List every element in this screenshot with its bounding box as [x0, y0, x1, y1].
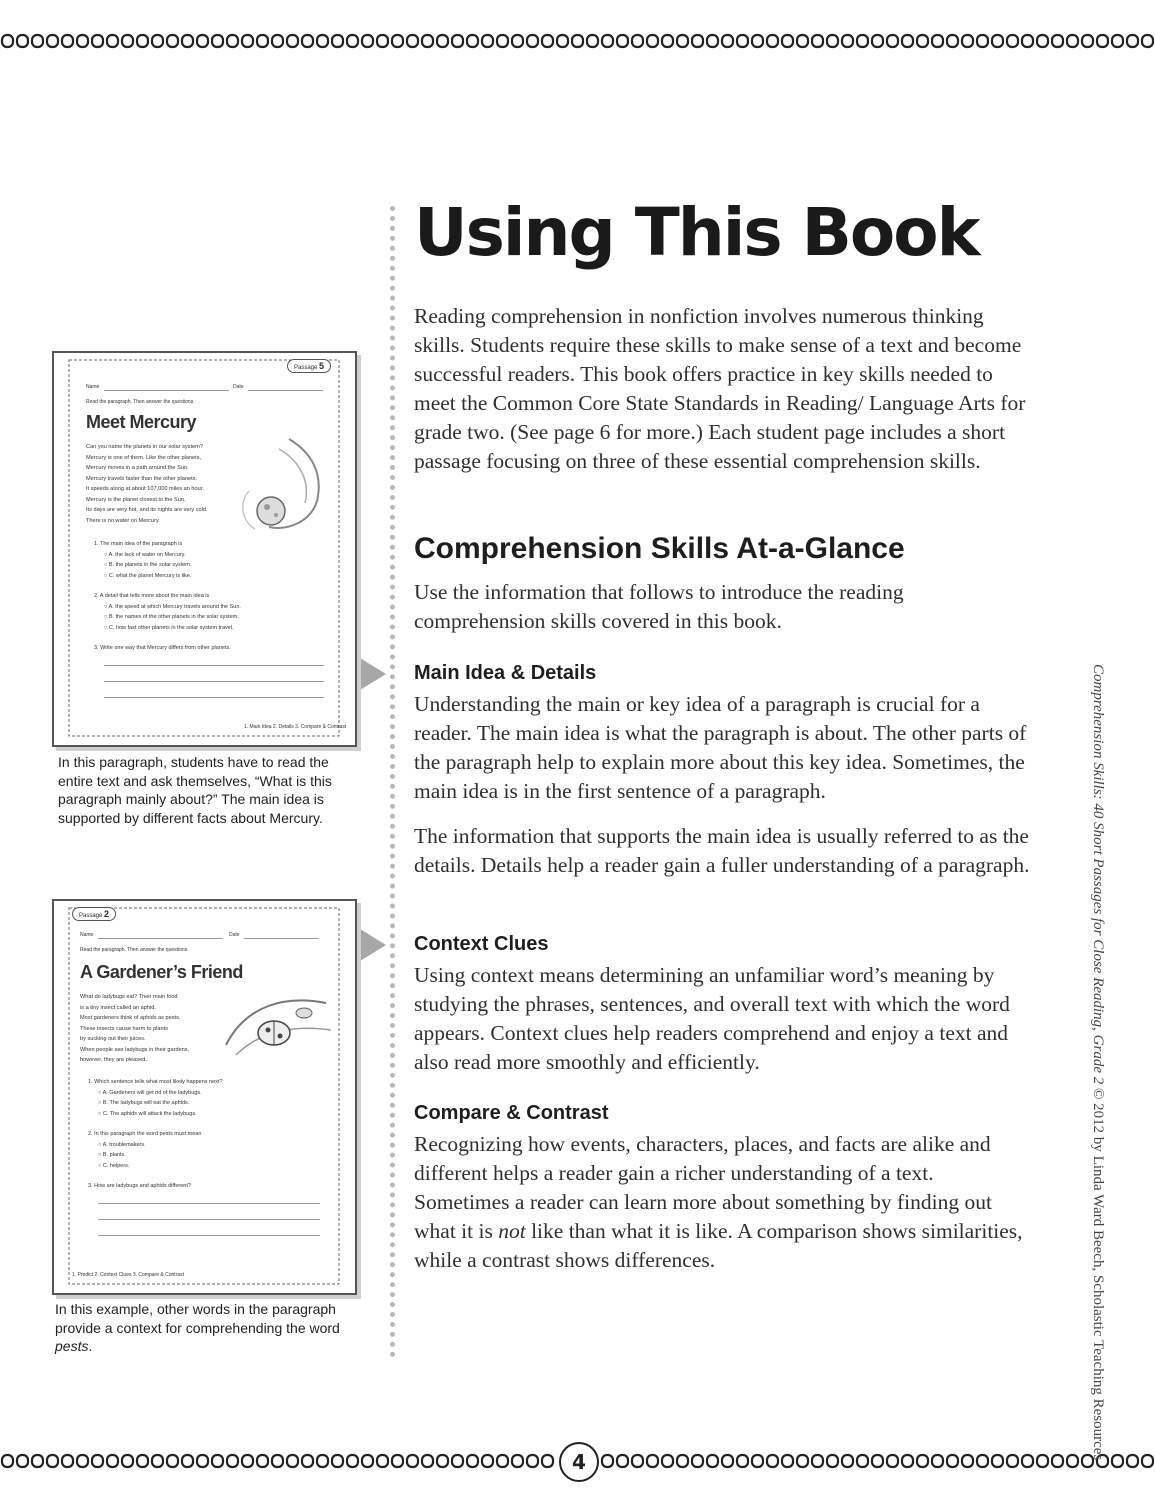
chain-link [167, 1455, 178, 1467]
passage-line: is a tiny insect called an aphid. [80, 1004, 156, 1011]
chain-link [197, 35, 208, 47]
chain-link [962, 1455, 973, 1467]
compare-text-start: Recognizing how events, characters, places, and facts are alike and different helps a reader gain a richer understanding of a text. Sometimes a reader can learn more about something by finding out what it is [414, 1132, 992, 1243]
ladybug-illustration [216, 985, 336, 1065]
passage-line: by sucking out their juices. [80, 1036, 146, 1042]
radio-circle-icon: ○ [104, 624, 108, 631]
chain-link [92, 35, 103, 47]
chain-link [182, 1455, 193, 1467]
chain-link [362, 1455, 373, 1467]
chain-link [482, 1455, 493, 1467]
question: 3. How are ladybugs and aphids different? [88, 1183, 191, 1189]
chain-link [272, 1455, 283, 1467]
skills-heading: Comprehension Skills At-a-Glance [414, 532, 905, 565]
top-chain-border [0, 30, 1155, 52]
chain-link [752, 1455, 763, 1467]
chain-link [1037, 1455, 1048, 1467]
chain-link [497, 1455, 508, 1467]
passage-label: Passage [79, 913, 103, 919]
chain-link [692, 35, 703, 47]
chain-link [272, 35, 283, 47]
radio-circle-icon: ○ [98, 1089, 102, 1096]
chain-link [452, 35, 463, 47]
date-line [244, 938, 319, 939]
thumbnail-title: A Gardener’s Friend [80, 962, 243, 982]
answer-line [98, 1235, 320, 1236]
chain-link [572, 35, 583, 47]
passage-line: however, they are pleased. [80, 1057, 147, 1063]
radio-circle-icon: ○ [98, 1162, 102, 1169]
passage-line: Most gardeners think of aphids as pests. [80, 1015, 181, 1021]
chain-link [992, 1455, 1003, 1467]
answer-line [104, 697, 324, 698]
chain-link [377, 35, 388, 47]
chain-link [812, 35, 823, 47]
caption-gardener [55, 1300, 345, 1356]
answer-line [104, 665, 324, 666]
passage-line: Mercury is one of them. Like the other planets, [86, 454, 202, 461]
main-idea-paragraph-1: Understanding the main or key idea of a paragraph is crucial for a reader. The main idea is what the paragraph is about. The other parts of the paragraph help to explain more about this key idea. Sometimes, the main idea is in the first sentence of a paragraph. [414, 692, 1027, 803]
chain-link [47, 35, 58, 47]
chain-link [647, 35, 658, 47]
chain-link [617, 35, 628, 47]
chain-link [107, 35, 118, 47]
answer-option-label: B. The ladybugs will eat the aphids. [102, 1100, 190, 1106]
chain-link [842, 1455, 853, 1467]
chain-link [77, 35, 88, 47]
chain-link [392, 1455, 403, 1467]
chain-link [1022, 1455, 1033, 1467]
passage-label: Passage [294, 365, 318, 371]
chain-link [257, 1455, 268, 1467]
name-line [104, 390, 229, 391]
chain-link [857, 1455, 868, 1467]
chain-link [107, 1455, 118, 1467]
radio-circle-icon: ○ [104, 572, 108, 579]
chain-link [812, 1455, 823, 1467]
dotted-divider [390, 206, 395, 1358]
chain-link [17, 35, 28, 47]
chain-link [1112, 1455, 1123, 1467]
chain-link [887, 1455, 898, 1467]
chain-link [767, 1455, 778, 1467]
passage-number: 2 [104, 909, 110, 919]
question-block [94, 539, 324, 654]
name-label: Name [80, 932, 94, 938]
chain-link [647, 1455, 658, 1467]
answer-line [98, 1219, 320, 1220]
chain-link [1007, 35, 1018, 47]
answer-option[interactable] [88, 1161, 324, 1172]
date-label: Date [233, 384, 244, 390]
sample-page-gardeners-friend [52, 899, 357, 1295]
chain-link [152, 35, 163, 47]
chain-link [842, 35, 853, 47]
chain-link [1097, 35, 1108, 47]
date-label: Date [229, 932, 240, 938]
question: 1. The main idea of the paragraph is [94, 541, 183, 547]
chain-link [782, 35, 793, 47]
skills-intro-paragraph: Use the information that follows to introduce the reading comprehension skills covered in this book. [414, 580, 904, 633]
chain-link [977, 1455, 988, 1467]
answer-option-label: A. troublemakers. [102, 1141, 146, 1148]
chain-link [917, 1455, 928, 1467]
chain-link [1052, 1455, 1063, 1467]
context-clues-heading: Context Clues [414, 933, 549, 955]
name-label: Name [86, 384, 100, 390]
chain-link [692, 1455, 703, 1467]
answer-option[interactable] [88, 1150, 324, 1161]
chain-link [17, 1455, 28, 1467]
chain-link [257, 35, 268, 47]
chain-link [122, 35, 133, 47]
chain-link [317, 35, 328, 47]
answer-option-label: C. helpers. [102, 1162, 130, 1169]
chain-link [2, 1455, 13, 1467]
chain-link [962, 35, 973, 47]
radio-circle-icon: ○ [104, 551, 108, 558]
radio-circle-icon: ○ [98, 1152, 102, 1158]
chain-link [722, 35, 733, 47]
chain-link [347, 1455, 358, 1467]
chain-link [737, 35, 748, 47]
chain-link [32, 35, 43, 47]
radio-circle-icon: ○ [98, 1141, 102, 1148]
sample-page-meet-mercury [52, 351, 357, 747]
chain-link [797, 35, 808, 47]
chain-link [512, 1455, 523, 1467]
answer-option-label: B. the planets in the solar system. [108, 562, 192, 568]
chain-link [1082, 35, 1093, 47]
chain-link [137, 35, 148, 47]
copyright-text: © 2012 by Linda Ward Beech, Scholastic Teaching Resources [1090, 1088, 1106, 1461]
answer-option-label: C. how fast other planets in the solar system travel. [108, 624, 234, 631]
side-credit [1089, 664, 1106, 1460]
chain-link [242, 1455, 253, 1467]
radio-circle-icon: ○ [104, 603, 108, 610]
passage-line: There is no water on Mercury. [86, 517, 160, 524]
chain-link [1007, 1455, 1018, 1467]
chain-link [797, 1455, 808, 1467]
chain-link [872, 35, 883, 47]
chain-link [1052, 35, 1063, 47]
compare-contrast-paragraph [414, 1130, 1029, 1275]
chain-link [332, 35, 343, 47]
chain-link [467, 35, 478, 47]
thumbnail-title: Meet Mercury [86, 412, 197, 432]
chain-link [422, 35, 433, 47]
passage-text [80, 992, 220, 1066]
passage-number: 5 [319, 361, 325, 371]
chain-link [827, 35, 838, 47]
answer-option[interactable] [94, 612, 324, 623]
answer-option[interactable] [94, 602, 324, 613]
chain-link [287, 1455, 298, 1467]
answer-option[interactable] [88, 1140, 324, 1151]
instructions: Read the paragraph. Then answer the questions. [86, 399, 195, 405]
chain-link [902, 35, 913, 47]
chain-link [422, 1455, 433, 1467]
chain-link [77, 1455, 88, 1467]
answer-option-label: B. plants. [102, 1152, 126, 1158]
chain-link [32, 1455, 43, 1467]
chain-link [932, 1455, 943, 1467]
chain-link [407, 1455, 418, 1467]
chain-link [407, 35, 418, 47]
compare-contrast-heading: Compare & Contrast [414, 1102, 609, 1124]
skills-footer: 1. Predict 2. Context Clues 3. Compare & Contrast [72, 1272, 184, 1278]
answer-option-label: C. The aphids will attack the ladybugs. [102, 1110, 197, 1117]
chain-link [662, 1455, 673, 1467]
chain-link [1142, 35, 1153, 47]
passage-line: It speeds along at about 107,000 miles an hour. [86, 486, 204, 492]
chain-link [302, 1455, 313, 1467]
chain-link [1142, 1455, 1153, 1467]
chain-link [1022, 35, 1033, 47]
passage-line: When people see ladybugs in their gardens, [80, 1046, 190, 1053]
chain-link [452, 1455, 463, 1467]
answer-option[interactable] [88, 1109, 324, 1120]
passage-badge [287, 359, 331, 373]
chain-link [707, 1455, 718, 1467]
chain-link [662, 35, 673, 47]
chain-link [932, 35, 943, 47]
chain-link [857, 35, 868, 47]
chain-link [137, 1455, 148, 1467]
chain-link [122, 1455, 133, 1467]
chain-link [542, 35, 553, 47]
chain-link [437, 35, 448, 47]
chain-link [767, 35, 778, 47]
chain-link [632, 35, 643, 47]
chain-link [1067, 35, 1078, 47]
chain-link [902, 1455, 913, 1467]
chain-link [782, 1455, 793, 1467]
mercury-illustration [229, 431, 339, 539]
page-title: Using This Book [414, 194, 979, 271]
chain-link [602, 35, 613, 47]
answer-option[interactable] [88, 1098, 324, 1109]
answer-option[interactable] [88, 1088, 324, 1099]
chain-link [947, 1455, 958, 1467]
radio-circle-icon: ○ [104, 614, 108, 620]
answer-option[interactable] [94, 560, 324, 571]
arrow-marker-main-idea [360, 658, 386, 690]
chain-link [737, 1455, 748, 1467]
answer-option-label: A. the lack of water on Mercury. [108, 551, 186, 558]
chain-link [317, 1455, 328, 1467]
page-number: 4 [559, 1442, 599, 1482]
intro-paragraph: Reading comprehension in nonfiction involves numerous thinking skills. Students require these skills to make sense of a text and become successful readers. This book offers practice in key skills needed to meet the Common Core State Standards in Reading/ Language Arts for grade two. (See page 6 for more.) Each student page includes a short passage focusing on three of these essential comprehension skills. [414, 304, 1026, 473]
chain-link [1112, 35, 1123, 47]
chain-link [527, 1455, 538, 1467]
compare-text-end: like than what it is like. A comparison shows similarities, while a contrast shows differences. [414, 1219, 1023, 1272]
passage-badge [72, 907, 116, 921]
passage-text [86, 442, 246, 526]
chain-link [992, 35, 1003, 47]
book-title: Comprehension Skills: 40 Short Passages for Close Reading, Grade 2 [1090, 664, 1106, 1085]
chain-link [437, 1455, 448, 1467]
question: 1. Which sentence tells what most likely happens next? [88, 1079, 223, 1085]
chain-link [497, 35, 508, 47]
chain-link [242, 35, 253, 47]
chain-link [722, 1455, 733, 1467]
caption-emphasis: pests [55, 1338, 89, 1354]
chain-link [212, 1455, 223, 1467]
question: 3. Write one way that Mercury differs from other planets. [94, 645, 231, 651]
question: 2. In this paragraph the word pests must mean [88, 1131, 202, 1137]
chain-link [212, 35, 223, 47]
chain-link [632, 1455, 643, 1467]
passage-line: Mercury travels faster than the other planets. [86, 475, 197, 482]
chain-link [332, 1455, 343, 1467]
chain-link [197, 1455, 208, 1467]
chain-link [752, 35, 763, 47]
question-block [88, 1077, 324, 1192]
answer-option[interactable] [94, 623, 324, 634]
main-idea-heading: Main Idea & Details [414, 662, 597, 684]
chain-link [917, 35, 928, 47]
caption-mercury: In this paragraph, students have to read the entire text and ask themselves, “What is this paragraph mainly about?” The main idea is supported by different facts about Mercury. [58, 754, 332, 826]
passage-line: What do ladybugs eat? Their main food [80, 994, 178, 1000]
chain-link [2, 35, 13, 47]
chain-link [227, 1455, 238, 1467]
answer-option-label: A. the speed at which Mercury travels around the Sun. [108, 603, 241, 610]
chain-link [302, 35, 313, 47]
chain-link [467, 1455, 478, 1467]
chain-link [152, 1455, 163, 1467]
chain-link [512, 35, 523, 47]
chain-link [677, 1455, 688, 1467]
passage-line: Can you name the planets in our solar system? [86, 444, 203, 450]
skills-footer: 1. Main Idea 2. Details 3. Compare & Contrast [244, 724, 347, 730]
chain-link [527, 35, 538, 47]
chain-link [977, 35, 988, 47]
chain-link [557, 35, 568, 47]
instructions: Read the paragraph. Then answer the questions. [80, 947, 189, 953]
arrow-marker-context-clues [360, 929, 386, 961]
chain-link [887, 35, 898, 47]
chain-link [482, 35, 493, 47]
chain-link [47, 1455, 58, 1467]
compare-text-emphasis: not [498, 1219, 526, 1243]
caption-text-end: . [88, 1338, 93, 1354]
chain-link [542, 1455, 553, 1467]
chain-link [92, 1455, 103, 1467]
passage-line: These insects cause harm to plants [80, 1025, 168, 1032]
chain-link [167, 35, 178, 47]
chain-link [62, 35, 73, 47]
answer-option-label: B. the names of the other planets in the solar system. [108, 614, 239, 620]
chain-link [377, 1455, 388, 1467]
chain-link [872, 1455, 883, 1467]
main-idea-paragraph-2: The information that supports the main idea is usually referred to as the details. Details help a reader gain a fuller understanding of a paragraph. [414, 824, 1030, 877]
chain-link [707, 35, 718, 47]
radio-circle-icon: ○ [104, 562, 108, 568]
chain-link [1067, 1455, 1078, 1467]
answer-option[interactable] [94, 550, 324, 561]
chain-link [677, 35, 688, 47]
caption-text-start: In this example, other words in the paragraph provide a context for comprehending the word [55, 1301, 340, 1336]
date-line [248, 390, 323, 391]
chain-link [947, 35, 958, 47]
radio-circle-icon: ○ [98, 1100, 102, 1106]
chain-link [602, 1455, 613, 1467]
name-line [98, 938, 223, 939]
chain-link [362, 35, 373, 47]
chain-link [227, 35, 238, 47]
chain-link [287, 35, 298, 47]
question: 2. A detail that tells more about the main idea is [94, 593, 210, 599]
chain-link [617, 1455, 628, 1467]
context-clues-paragraph: Using context means determining an unfamiliar word’s meaning by studying the phrases, sentences, and overall text with which the word appears. Context clues help readers comprehend and enjoy a text and also read more smoothly and efficiently. [414, 963, 1010, 1074]
chain-link [827, 1455, 838, 1467]
radio-circle-icon: ○ [98, 1110, 102, 1117]
chain-link [1127, 1455, 1138, 1467]
chain-link [347, 35, 358, 47]
chain-link [392, 35, 403, 47]
answer-option-label: C. what the planet Mercury is like. [108, 572, 192, 579]
passage-line: Its days are very hot, and its nights are very cold. [86, 507, 208, 513]
answer-option[interactable] [94, 571, 324, 582]
passage-line: Mercury moves in a path around the Sun. [86, 465, 189, 471]
chain-link [587, 35, 598, 47]
chain-link [62, 1455, 73, 1467]
chain-link [1037, 35, 1048, 47]
answer-line [98, 1203, 320, 1204]
chain-link [1127, 35, 1138, 47]
passage-line: Mercury is the planet closest to the Sun. [86, 496, 186, 503]
chain-link [182, 35, 193, 47]
answer-option-label: A. Gardeners will get rid of the ladybugs. [102, 1089, 202, 1096]
answer-line [104, 681, 324, 682]
